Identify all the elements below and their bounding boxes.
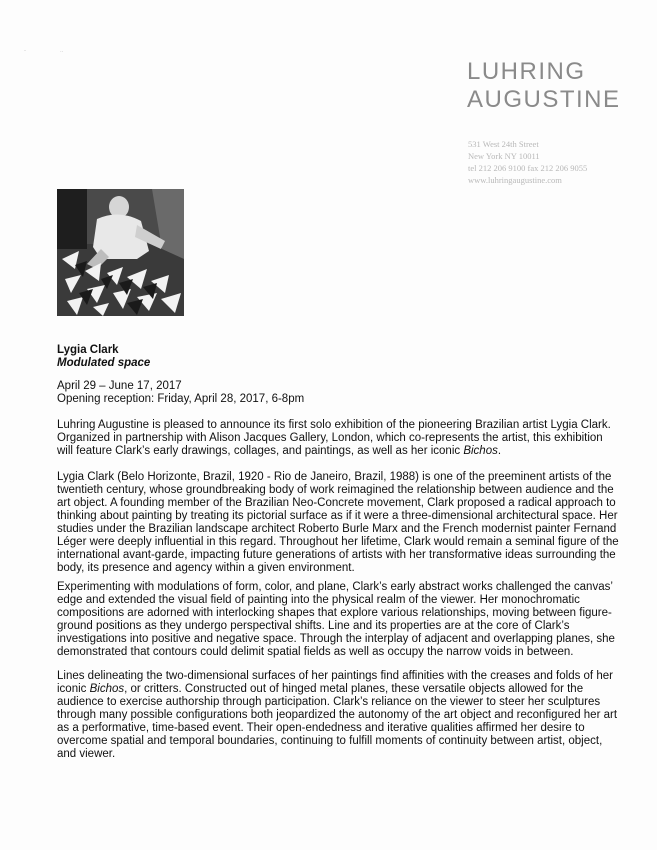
text-span: . <box>497 445 502 457</box>
text-line: overcome spatial and temporal boundaries, continuing to fulfill moments of continuity between artist, object, <box>57 735 603 747</box>
logo-line-1: LUHRING <box>467 58 586 85</box>
italic-title: Bichos <box>463 445 498 457</box>
paragraph-modulations <box>57 581 615 659</box>
gallery-logo <box>467 58 621 114</box>
text-line: Léger were deeply influential in this regard. Throughout her lifetime, Clark would remain a seminal figure of the <box>57 536 619 548</box>
paragraph-biography <box>57 471 619 575</box>
scan-mark: .. <box>60 48 64 54</box>
gallery-address <box>468 138 587 186</box>
text-line: and viewer. <box>57 748 116 760</box>
text-line: art object. A founding member of the Brazilian Neo-Concrete movement, Clark proposed a radical approach to <box>57 497 616 509</box>
address-line: www.luhringaugustine.com <box>468 175 562 185</box>
text-line: edge and extended the visual field of painting into the physical realm of the viewer. Her monochromatic <box>57 594 580 606</box>
text-line: body, its presence and agency within a given environment. <box>57 562 355 574</box>
paragraph-intro <box>57 419 611 458</box>
text-span: , or critters. Constructed out of hinged metal planes, these versatile objects allowed for the <box>124 683 584 695</box>
text-line: studies under the Brazilian landscape architect Roberto Burle Marx and the French modernist painter Fernand <box>57 523 617 535</box>
text-line: twentieth century, whose groundbreaking body of work reimagined the relationship between audience and the <box>57 484 614 496</box>
text-line: Experimenting with modulations of form, color, and plane, Clark’s early abstract works challenged the canvas’ <box>57 581 613 593</box>
text-line: Lygia Clark (Belo Horizonte, Brazil, 1920 - Rio de Janeiro, Brazil, 1988) is one of the preeminent artists of the <box>57 471 612 483</box>
text-line: international avant-garde, impacting future generations of artists with her transformative ideas surrounding the <box>57 549 616 561</box>
text-line: demonstrated that contours could delimit spatial fields as well as occupy the narrow voids in between. <box>57 646 574 658</box>
text-line: audience to exercise authorship through participation. Clark’s reliance on the viewer to steer her sculptures <box>57 696 601 708</box>
exhibition-dates-block <box>57 380 617 406</box>
scan-mark: - <box>24 48 26 54</box>
text-line: compositions are adorned with interlocking shapes that explore various relationships, moving between figure- <box>57 607 612 619</box>
text-line: Organized in partnership with Alison Jacques Gallery, London, which co-represents the artist, this exhibition <box>57 432 603 444</box>
text-line: ground positions as they undergo perspectival shifts. Line and its properties are at the core of Clark’s <box>57 620 570 632</box>
text-span: will feature Clark’s early drawings, collages, and paintings, as well as her iconic <box>57 445 464 457</box>
address-line: tel 212 206 9100 fax 212 206 9055 <box>468 163 588 173</box>
paragraph-bichos <box>57 670 618 761</box>
text-line: Lines delineating the two-dimensional surfaces of her paintings find affinities with the creases and folds of her <box>57 670 613 682</box>
italic-title: Bichos <box>89 683 125 695</box>
artist-name: Lygia Clark <box>57 344 119 356</box>
exhibition-dates: April 29 – June 17, 2017 <box>57 380 182 392</box>
text-span: iconic <box>57 683 90 695</box>
address-line: 531 West 24th Street <box>468 139 539 149</box>
text-line: through many possible configurations both jeopardized the autonomy of the art object and reconfigured her art <box>57 709 618 721</box>
exhibition-title: Modulated space <box>57 357 151 369</box>
text-line <box>57 683 587 696</box>
text-line <box>57 445 587 458</box>
text-line: investigations into positive and negative space. Through the interplay of adjacent and overlapping planes, she <box>57 633 615 645</box>
text-line: as a performative, time-based event. Their open-endedness and iterative qualities affirmed her desire to <box>57 722 585 734</box>
artist-photo-image <box>57 189 184 316</box>
logo-line-2: AUGUSTINE <box>467 86 621 113</box>
opening-reception: Opening reception: Friday, April 28, 2017, 6-8pm <box>57 393 305 405</box>
text-line: thinking about painting by treating its pictorial surface as if it were a three-dimensional architectural space. Her <box>57 510 618 522</box>
address-line: New York NY 10011 <box>468 151 540 161</box>
artist-photo <box>57 189 184 316</box>
text-line: Luhring Augustine is pleased to announce its first solo exhibition of the pioneering Brazilian artist Lygia Clark. <box>57 419 611 431</box>
